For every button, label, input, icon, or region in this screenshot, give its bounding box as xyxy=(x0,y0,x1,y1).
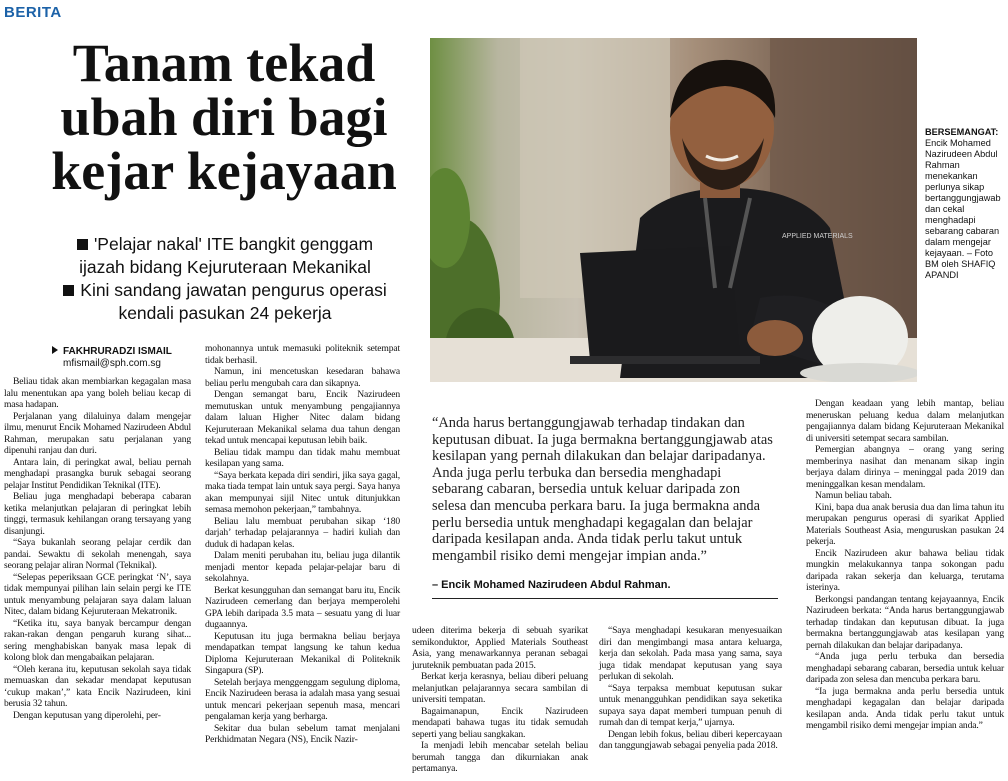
paragraph: Beliau tidak akan membiarkan kegagalan masa lalu menentukan apa yang boleh beliau kecap di masa hadapan. xyxy=(4,376,191,410)
byline xyxy=(52,346,172,370)
paragraph: “Anda juga perlu terbuka dan bersedia menghadapi sebarang cabaran, bersedia untuk keluar daripada zon selesa dan mencuba perkara baru. xyxy=(806,651,1004,685)
paragraph: “Selepas peperiksaan GCE peringkat ‘N’, saya tidak mempunyai pilihan lain selain pergi ke ITE untuk menyambung pelajaran saya dalam laluan Nitec, dalam bidang Kejuruteraan Mekatronik. xyxy=(4,571,191,617)
paragraph: Keputusan itu juga bermakna beliau berjaya mendapatkan tempat langsung ke tahun kedua Diploma Kejuruteraan Mekanikal di Politeknik Singapura (SP). xyxy=(205,630,400,676)
paragraph: Perjalanan yang dilaluinya dalam mengejar ilmu, menurut Encik Mohamed Nazirudeen Abdul Rahman, merupakan satu perjalanan yang dipenuhi ranjau dan duri. xyxy=(4,410,191,456)
paragraph: Dengan keputusan yang diperolehi, per- xyxy=(13,709,161,721)
square-bullet-icon xyxy=(77,239,88,250)
caption-label: BERSEMANGAT: xyxy=(925,127,999,137)
laptop xyxy=(580,246,740,360)
paragraph: “Oleh kerana itu, keputusan sekolah saya tidak memuaskan dan sekadar mendapat keputusan ‘cukup makan’,” kata Encik Nazirudeen, kini berusia 32 tahun. xyxy=(4,663,191,709)
paragraph: Ia menjadi lebih mencabar setelah beliau berumah tangga dan dikurniakan anak pertamanya. xyxy=(412,740,588,774)
paragraph: Dengan lebih fokus, beliau diberi kepercayaan dan tanggungjawab sebagai penyelia pada 2018. xyxy=(599,728,782,751)
bullet-item: 'Pelajar nakal' ITE bangkit genggam ijazah bidang Kejuruteraan Mekanikal xyxy=(60,233,390,279)
body-column-2 xyxy=(205,343,400,746)
body-column-4 xyxy=(599,625,782,752)
shirt-logo: APPLIED MATERIALS xyxy=(782,233,853,240)
paragraph: “Ketika itu, saya banyak bercampur dengan rakan-rakan dengan pengaruh kurang sihat... sering menghabiskan banyak masa lepak di kolong blok dan mengabaikan pelajaran. xyxy=(4,617,191,663)
paragraph: Beliau lalu membuat perubahan sikap ‘180 darjah’ terhadap pelajarannya – hadiri kuliah dan duduk di hadapan kelas. xyxy=(205,515,400,550)
bullet-item: Kini sandang jawatan pengurus operasi kendali pasukan 24 pekerja xyxy=(60,279,390,325)
paragraph: Beliau tidak mampu dan tidak mahu membuat kesilapan yang sama. xyxy=(205,446,400,469)
subheadline-bullets xyxy=(60,233,390,325)
body-column-1 xyxy=(4,376,191,721)
paragraph: Berkongsi pandangan tentang kejayaannya, Encik Nazirudeen berkata: “Anda harus bertanggungjawab terhadap tindakan dan keputusan dibuat. Ia juga bermakna bertanggungjawab atas kesilapan yang pernah dilakukan dan belajar daripadanya. xyxy=(806,593,1004,651)
paragraph: Dengan keadaan yang lebih mantap, beliau meneruskan peluang kedua dalam melanjutkan pengajiannya dalam bidang Kejuruteraan Mekanikal di universiti setempat secara sambilan. xyxy=(806,398,1004,444)
paragraph: Berkat kerja kerasnya, beliau diberi peluang melanjutkan pelajarannya secara sambilan di universiti tempatan. xyxy=(412,671,588,705)
paragraph: Antara lain, di peringkat awal, beliau pernah menghadapi prasangka buruk sebagai seorang pelajar Institut Pendidikan Teknikal (ITE). xyxy=(4,456,191,491)
photo-illustration xyxy=(430,38,917,382)
paragraph: Namun, ini mencetuskan kesedaran bahawa beliau perlu mengubah cara dan sikapnya. xyxy=(205,366,400,389)
photo-caption xyxy=(925,127,1005,281)
paragraph: “Saya menghadapi kesukaran menyesuaikan diri dan mengimbangi masa antara keluarga, kerja dan sekolah. Pada masa yang sama, saya juga tidak mendapat keputusan yang saya perlukan di sekolah. xyxy=(599,625,782,682)
paragraph: Sekitar dua bulan sebelum tamat menjalani Perkhidmatan Negara (NS), Encik Nazir- xyxy=(205,722,400,745)
paragraph: Kini, bapa dua anak berusia dua dan lima tahun itu merupakan pengurus operasi di syarikat Applied Materials Southeast Asia, menguruskan pasukan 24 pekerja. xyxy=(806,501,1004,547)
quote-divider xyxy=(432,598,778,599)
paragraph: Namun beliau tabah. xyxy=(815,490,892,501)
body-column-5 xyxy=(806,398,1004,732)
paragraph: “Saya bukanlah seorang pelajar cerdik dan pandai. Sewaktu di sekolah menengah, saya seorang pelajar aliran Normal (Teknikal). xyxy=(4,537,191,571)
headline-line: kejar kejayaan xyxy=(51,141,397,201)
paragraph: Setelah berjaya menggenggam segulung diploma, Encik Nazirudeen berasa ia adalah masa yang sesuai untuk mencari pekerjaan sepenuh masa, mencari pengalaman kerja yang berharga. xyxy=(205,676,400,722)
headline-line: ubah diri bagi xyxy=(60,87,388,147)
paragraph: “Saya terpaksa membuat keputusan sukar untuk menangguhkan pendidikan saya seketika supaya saya dapat memberi tumpuan penuh di rumah dan di tempat kerja,” ujarnya. xyxy=(599,682,782,728)
square-bullet-icon xyxy=(63,285,74,296)
paragraph: Pemergian abangnya – orang yang sering memberinya nasihat dan menanam sikap ingin berjaya dalam dirinya – meninggal pada 2019 dan meninggalkan kesan mendalam. xyxy=(806,444,1004,490)
author-name: FAKHRURADZI ISMAIL xyxy=(63,346,172,357)
headline xyxy=(34,33,414,201)
quote-attribution: – Encik Mohamed Nazirudeen Abdul Rahman. xyxy=(432,579,671,591)
paragraph: Dalam meniti perubahan itu, beliau juga dilantik menjadi mentor kepada pelajar-pelajar baru di sekolahnya. xyxy=(205,550,400,584)
paragraph: Encik Nazirudeen akur bahawa beliau tidak mungkin melakukannya tanpa sokongan padu daripada rakan sekerja dan keluarga, terutama isterinya. xyxy=(806,547,1004,593)
caption-text: Encik Mohamed Nazirudeen Abdul Rahman menekankan perlunya sikap bertanggungjawab dan cekal menghadapi sebarang cabaran dalam mengejar kejayaan. – Foto BM oleh SHAFIQ APANDI xyxy=(925,138,1001,280)
paragraph: “Saya berkata kepada diri sendiri, jika saya gagal, maka tiada tempat lain untuk saya pergi. Saya hanya akan mempunyai sijil Nitec untuk ditunjukkan semasa memohon pekerjaan,” tambahnya. xyxy=(205,469,400,515)
paragraph: Dengan semangat baru, Encik Nazirudeen memutuskan untuk menyambung pengajiannya dalam laluan Higher Nitec dalam bidang Kejuruteraan Mekanikal selama dua tahun dengan tekad untuk mencapai keputusan lebih baik. xyxy=(205,389,400,446)
paragraph: Beliau juga menghadapi beberapa cabaran ketika melanjutkan pelajaran di peringkat lebih tinggi, termasuk kehilangan orang tersayang yang disanjungi. xyxy=(4,491,191,537)
paragraph: Berkat kesungguhan dan semangat baru itu, Encik Nazirudeen cemerlang dan berjaya memperolehi GPA lebih daripada 3.5 mata – sesuatu yang di luar dugaannya. xyxy=(205,584,400,630)
pull-quote: “Anda harus bertanggungjawab terhadap tindakan dan keputusan dibuat. Ia juga bermakna bertanggungjawab atas kesilapan yang pernah dilakukan dan belajar daripadanya. Anda juga perlu terbuka dan bersedia menghadapi sebarang cabaran, bersedia untuk keluar daripada zon selesa dan mencuba perkara baru. Ia juga bermakna anda perlu bersedia untuk menghadapi kegagalan dan belajar daripada kesilapan anda. Anda tidak perlu takut untuk mengambil risiko demi mengejar impian anda.” xyxy=(432,415,773,564)
paragraph: mohonannya untuk memasuki politeknik setempat tidak berhasil. xyxy=(205,343,400,366)
byline-arrow-icon xyxy=(52,346,58,354)
body-column-3 xyxy=(412,625,588,775)
paragraph: Bagaimanapun, Encik Nazirudeen mendapati bahawa tugas itu tidak semudah seperti yang beliau sangkakan. xyxy=(412,705,588,740)
article-photo xyxy=(430,38,917,382)
paragraph: “Ia juga bermakna anda perlu bersedia untuk menghadapi kegagalan dan belajar daripada kesilapan anda. Anda tidak perlu takut untuk mengambil risiko demi mengejar impian anda.” xyxy=(806,685,1004,731)
section-label: BERITA xyxy=(4,4,62,21)
headline-line: Tanam tekad xyxy=(72,33,376,93)
paragraph: udeen diterima bekerja di sebuah syarikat semikonduktor, Applied Materials Southeast Asia, yang menawarkannya peranan sebagai juruteknik pembuatan pada 2015. xyxy=(412,625,588,671)
author-email[interactable]: mfismail@sph.com.sg xyxy=(63,358,161,369)
